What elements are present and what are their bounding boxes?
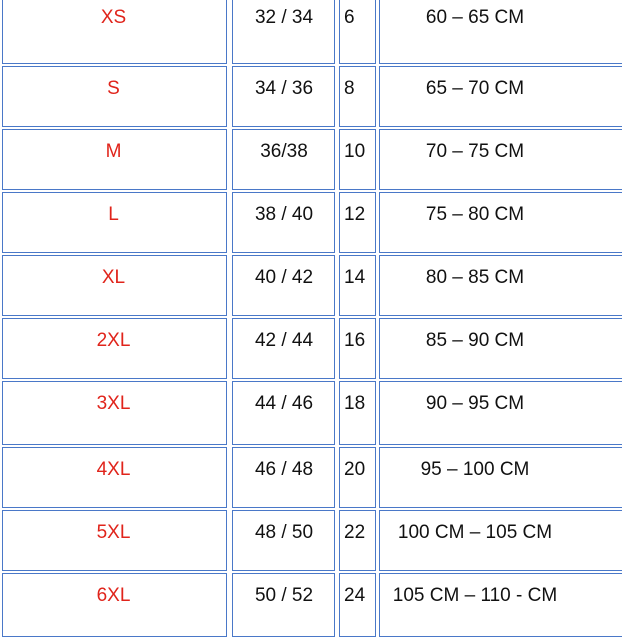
eu-size-value: 42 / 44 xyxy=(254,330,314,351)
uk-size-cell xyxy=(339,318,376,379)
uk-size-cell xyxy=(339,192,376,253)
waist-cell xyxy=(379,129,622,190)
waist-cell xyxy=(379,255,622,316)
waist-range: 70 – 75 CM xyxy=(425,141,525,162)
waist-cell xyxy=(379,318,622,379)
size-label: 2XL xyxy=(96,330,131,351)
size-cell xyxy=(2,447,227,508)
size-cell xyxy=(2,0,227,64)
table-row xyxy=(0,255,622,316)
table-row xyxy=(0,192,622,253)
eu-size-value: 46 / 48 xyxy=(254,459,314,480)
waist-cell xyxy=(379,573,622,637)
size-label: L xyxy=(108,204,119,225)
uk-size-cell xyxy=(339,381,376,445)
uk-size-value: 6 xyxy=(344,7,355,28)
uk-size-value: 12 xyxy=(344,204,366,225)
uk-size-value: 20 xyxy=(344,459,366,480)
waist-cell xyxy=(379,381,622,445)
size-label: 5XL xyxy=(96,522,131,543)
uk-size-cell xyxy=(339,573,376,637)
waist-range: 105 CM – 110 - CM xyxy=(392,585,558,606)
eu-size-cell xyxy=(232,255,335,316)
eu-size-value: 40 / 42 xyxy=(254,267,314,288)
table-row xyxy=(0,447,622,508)
waist-cell xyxy=(379,66,622,127)
size-label: M xyxy=(105,141,122,162)
eu-size-value: 44 / 46 xyxy=(254,393,314,414)
eu-size-cell xyxy=(232,510,335,571)
size-label: XL xyxy=(101,267,126,288)
uk-size-value: 8 xyxy=(344,78,355,99)
size-cell xyxy=(2,381,227,445)
table-row xyxy=(0,510,622,571)
eu-size-value: 36/38 xyxy=(260,141,308,162)
size-label: 6XL xyxy=(96,585,131,606)
size-cell xyxy=(2,255,227,316)
size-cell xyxy=(2,510,227,571)
eu-size-cell xyxy=(232,573,335,637)
eu-size-value: 50 / 52 xyxy=(254,585,314,606)
waist-range: 75 – 80 CM xyxy=(425,204,525,225)
uk-size-cell xyxy=(339,510,376,571)
waist-range: 65 – 70 CM xyxy=(425,78,525,99)
uk-size-value: 10 xyxy=(344,141,366,162)
uk-size-value: 24 xyxy=(344,585,366,606)
uk-size-cell xyxy=(339,255,376,316)
waist-cell xyxy=(379,192,622,253)
size-label: 4XL xyxy=(96,459,131,480)
eu-size-value: 32 / 34 xyxy=(254,7,314,28)
size-cell xyxy=(2,66,227,127)
size-label: S xyxy=(107,78,120,99)
uk-size-cell xyxy=(339,129,376,190)
size-cell xyxy=(2,318,227,379)
eu-size-cell xyxy=(232,129,335,190)
size-cell xyxy=(2,573,227,637)
eu-size-cell xyxy=(232,447,335,508)
eu-size-value: 34 / 36 xyxy=(254,78,314,99)
waist-range: 90 – 95 CM xyxy=(425,393,525,414)
size-label: XS xyxy=(100,7,127,28)
table-row xyxy=(0,129,622,190)
waist-cell xyxy=(379,510,622,571)
eu-size-cell xyxy=(232,192,335,253)
eu-size-cell xyxy=(232,66,335,127)
uk-size-value: 16 xyxy=(344,330,366,351)
table-row xyxy=(0,381,622,445)
eu-size-value: 38 / 40 xyxy=(254,204,314,225)
uk-size-value: 22 xyxy=(344,522,366,543)
table-row xyxy=(0,0,622,64)
uk-size-cell xyxy=(339,66,376,127)
table-row xyxy=(0,318,622,379)
uk-size-cell xyxy=(339,447,376,508)
uk-size-value: 18 xyxy=(344,393,366,414)
size-cell xyxy=(2,192,227,253)
uk-size-value: 14 xyxy=(344,267,366,288)
eu-size-value: 48 / 50 xyxy=(254,522,314,543)
uk-size-cell xyxy=(339,0,376,64)
waist-range: 100 CM – 105 CM xyxy=(397,522,553,543)
table-row xyxy=(0,573,622,637)
waist-cell xyxy=(379,447,622,508)
size-cell xyxy=(2,129,227,190)
waist-range: 95 – 100 CM xyxy=(420,459,530,480)
waist-range: 85 – 90 CM xyxy=(425,330,525,351)
table-row xyxy=(0,66,622,127)
waist-cell xyxy=(379,0,622,64)
waist-range: 80 – 85 CM xyxy=(425,267,525,288)
eu-size-cell xyxy=(232,318,335,379)
eu-size-cell xyxy=(232,0,335,64)
waist-range: 60 – 65 CM xyxy=(425,7,525,28)
eu-size-cell xyxy=(232,381,335,445)
size-label: 3XL xyxy=(96,393,131,414)
